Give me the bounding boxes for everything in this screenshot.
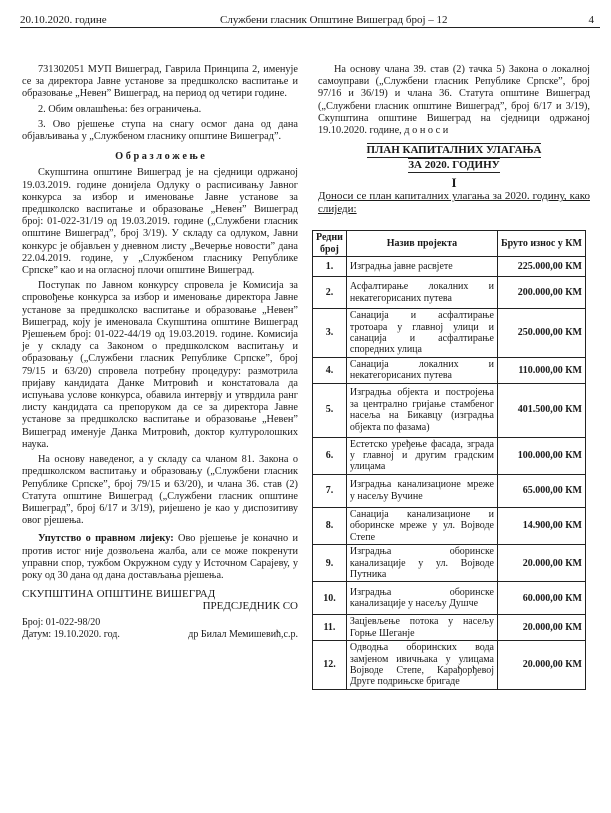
row-number: 3. xyxy=(313,309,347,358)
paragraph-appointment: 731302051 МУП Вишеград, Гаврила Принципа 2, именује се за директора Јавне установе за предшколско васпитање и образовање „Невен” Вишеград, на период од четири године. xyxy=(22,64,298,100)
project-name: Изградња канализационе мреже у насељу Вучине xyxy=(346,474,497,507)
document-number: Број: 01-022-98/20 xyxy=(22,616,101,628)
paragraph-reasoning-3: На основу наведеног, а у складу са чланом 81. Закона о предшколском васпитању и образовању („Службени гласник Републике Српске”, број 79/15 и 63/20), и члана 36. став (2) Статута општине Вишеград („Службени гласник општине Вишеград”, број 6/17 и 3/19), ријешено је као у диспозитиву овог рјешења. xyxy=(22,454,298,527)
header-page-number: 4 xyxy=(588,14,594,26)
table-row xyxy=(313,309,586,358)
capital-investment-table xyxy=(312,230,586,689)
project-amount: 60.000,00 КМ xyxy=(498,582,586,615)
project-amount: 250.000,00 КМ xyxy=(498,309,586,358)
assembly-name: СКУПШТИНА ОПШТИНЕ ВИШЕГРАД xyxy=(22,588,216,601)
paragraph-authority: 2. Обим овлашћења: без ограничења. xyxy=(38,103,202,115)
header-gazette-title: Службени гласник Општине Вишеград број – 12 xyxy=(220,14,448,26)
row-number: 9. xyxy=(313,545,347,582)
column-header-number: Редни број xyxy=(313,231,347,257)
section-number: I xyxy=(451,175,457,191)
legal-remedy-text: Ово рјешење је коначно и против истог није дозвољена жалба, али се може покренути управни спор, тужбом Окружном суду у Источном Сарајеву, у року од 30 дана од дана достављања рјешења. xyxy=(22,533,298,581)
row-number: 6. xyxy=(313,437,347,474)
document-date-line xyxy=(22,629,298,641)
column-header-project: Назив пројекта xyxy=(346,231,497,257)
project-amount: 100.000,00 КМ xyxy=(498,437,586,474)
signer-role: ПРЕДСЈЕДНИК СО xyxy=(202,600,298,613)
project-name: Одводња оборинских вода замјеном ивичњака у улицама Војводе Степе, Карађорђевој Друге подрињске бригаде xyxy=(346,641,497,690)
row-number: 10. xyxy=(313,582,347,615)
row-number: 4. xyxy=(313,357,347,383)
table-body xyxy=(313,257,586,690)
paragraph-legal-remedy xyxy=(22,533,298,582)
project-amount: 20.000,00 КМ xyxy=(498,641,586,690)
row-number: 12. xyxy=(313,641,347,690)
signer-name: др Билал Мемишевић,с.р. xyxy=(188,628,298,640)
table-row xyxy=(313,277,586,309)
project-amount: 20.000,00 КМ xyxy=(498,615,586,641)
project-amount: 401.500,00 КМ xyxy=(498,383,586,437)
table-header-row xyxy=(313,231,586,257)
plan-intro: Доноси се план капиталних улагања за 2020. годину, како слиједи: xyxy=(318,190,590,216)
project-name: Изградња оборинске канализације у ул. Војводе Путника xyxy=(346,545,497,582)
project-name: Изградња јавне расвјете xyxy=(346,257,497,277)
paragraph-reasoning-1: Скупштина општине Вишеград је на сједници одржаној 19.03.2019. године донијела Одлуку о расписивању Јавног конкурса за избор и именовање Јавне установе за предшколско васпитање и образовање „Невен” Вишеград број: 01-022-31/19 од 19.03.2019. године („Службени гласник општине Вишеград”, број 3/19). У складу са одлуком, Јавни конкурс је објављен у дневном листу „Вечерње новости” дана 22.04.2019. године, у „Службеном гласнику Републике Српске” као и на огласној плочи општине Вишеград. xyxy=(22,167,298,277)
project-name: Изградња објекта и постројења за централно гријање стамбеног насеља на Бикавцу (изградња објекта по фазама) xyxy=(346,383,497,437)
row-number: 7. xyxy=(313,474,347,507)
table-row xyxy=(313,615,586,641)
plan-title-line-2: ЗА 2020. ГОДИНУ xyxy=(408,159,500,172)
document-date: Датум: 19.10.2020. год. xyxy=(22,628,120,640)
header-date: 20.10.2020. године xyxy=(20,14,107,26)
column-header-amount: Бруто износ у КМ xyxy=(498,231,586,257)
legal-remedy-label: Упутство о правном лијеку: xyxy=(38,533,174,545)
table-row xyxy=(313,357,586,383)
project-name: Естетско уређење фасада, зграда у главној и другим градским улицама xyxy=(346,437,497,474)
paragraph-effective: 3. Ово рјешење ступа на снагу осмог дана од дана објављивања у „Службеном гласнику општине Вишеград”. xyxy=(22,118,298,143)
project-amount: 110.000,00 КМ xyxy=(498,357,586,383)
table-row xyxy=(313,257,586,277)
table-row xyxy=(313,507,586,544)
row-number: 1. xyxy=(313,257,347,277)
project-name: Санација и асфалтирање тротоара у главној улици и санација и асфалтирање споредних улица xyxy=(346,309,497,358)
paragraph-legal-basis: На основу члана 39. став (2) тачка 5) Закона о локалној самоуправи („Службени гласник Републике Српске”, број 97/16 и 36/19) и члана 36. Статута општине Вишеград („Службени гласник општине Вишеград”, број 6/17 и 3/19), Скупштина општине Вишеград на сједници одржаној 19.10.2020. године, д о н о с и xyxy=(318,64,590,137)
project-name: Зацјевљење потока у насељу Горње Шеганје xyxy=(346,615,497,641)
reasoning-heading: О б р а з л о ж е њ е xyxy=(115,151,205,163)
project-amount: 14.900,00 КМ xyxy=(498,507,586,544)
table-row xyxy=(313,474,586,507)
row-number: 5. xyxy=(313,383,347,437)
table-row xyxy=(313,383,586,437)
row-number: 2. xyxy=(313,277,347,309)
project-name: Санација канализационе и оборинске мреже у ул. Војводе Степе xyxy=(346,507,497,544)
project-amount: 225.000,00 КМ xyxy=(498,257,586,277)
table-row xyxy=(313,582,586,615)
table-row xyxy=(313,545,586,582)
project-name: Санација локалних и некатегорисаних путева xyxy=(346,357,497,383)
page-header xyxy=(20,14,600,28)
table-row xyxy=(313,437,586,474)
right-column xyxy=(318,64,590,690)
project-name: Изградња оборинске канализације у насељу Душче xyxy=(346,582,497,615)
plan-title xyxy=(318,143,590,173)
project-amount: 200.000,00 КМ xyxy=(498,277,586,309)
left-column xyxy=(22,64,298,641)
project-name: Асфалтирање локалних и некатегорисаних путева xyxy=(346,277,497,309)
project-amount: 65.000,00 КМ xyxy=(498,474,586,507)
plan-title-line-1: ПЛАН КАПИТАЛНИХ УЛАГАЊА xyxy=(366,144,542,157)
table-row xyxy=(313,641,586,690)
project-amount: 20.000,00 КМ xyxy=(498,545,586,582)
paragraph-reasoning-2: Поступак по Јавном конкурсу спровела је Комисија за спровођење конкурса за избор и именовање директора Јавне установе за предшколско васпитање и образовање „Невен” Вишеград, коју је именовала Скупштина општине Вишеград Рјешењем број: 01-022-44/19 од 19.03.2019. године. Комисија је у складу са Законом о предшколском васпитању и образовању („Службени гласник Републике Српске”, број 79/15 и 63/20) спровела потребну процедуру: размотрила пријаву кандидата Данке Митровић и констатовала да испуњава услове конкурса, обавила интервју и утврдила ранг листу кандидата са препоруком да се за директора Јавне установе за предшколско васпитање и образовање „Невен” Вишеград именује Данка Митровић, доктор културолошких наука. xyxy=(22,280,298,450)
row-number: 11. xyxy=(313,615,347,641)
row-number: 8. xyxy=(313,507,347,544)
